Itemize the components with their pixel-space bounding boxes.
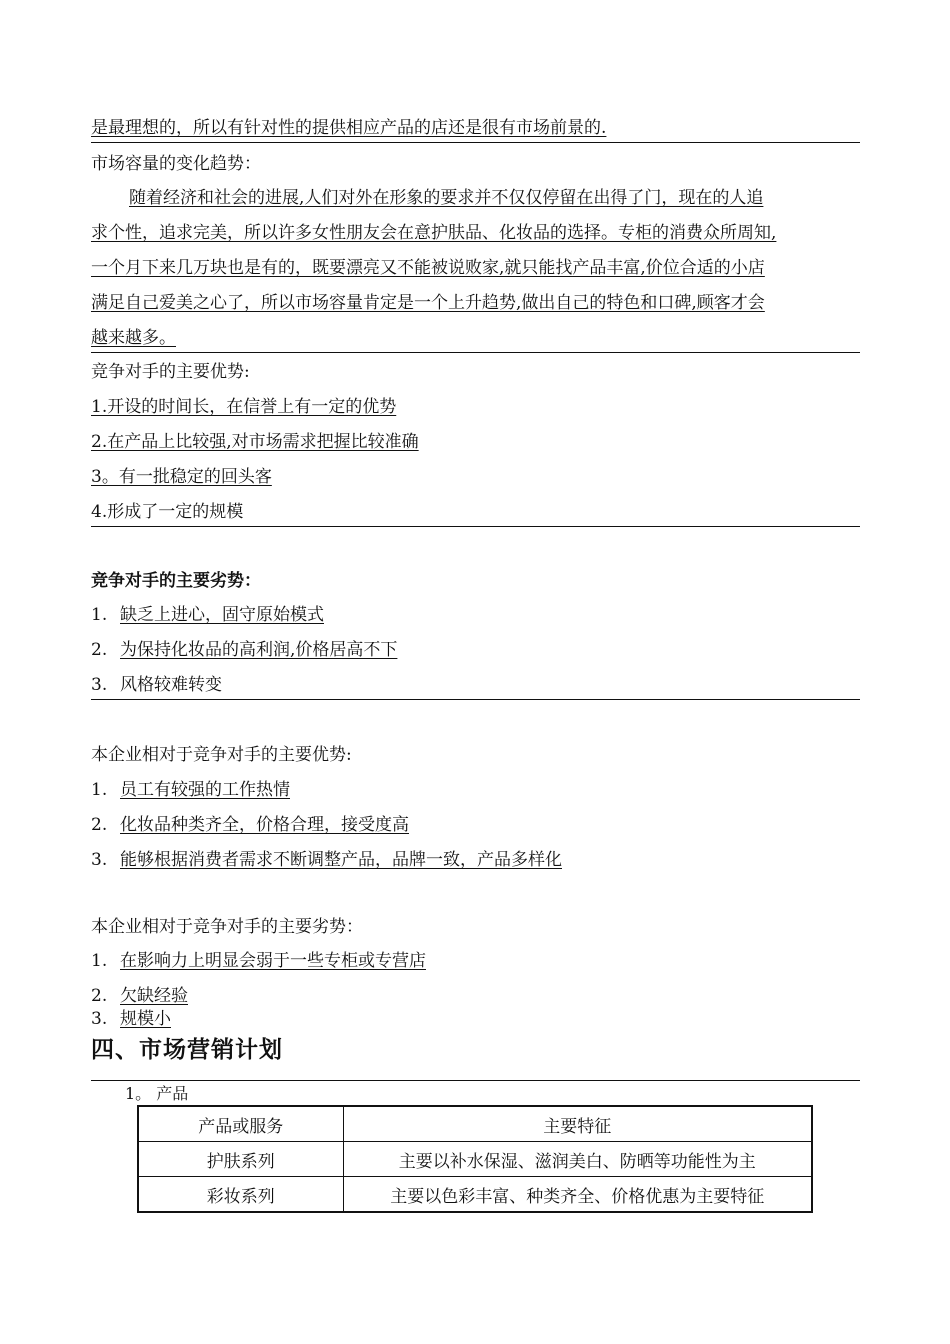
table-row: [138, 1142, 812, 1177]
trend-label: 市场容量的变化趋势：: [91, 154, 261, 174]
item-number: 3.: [91, 675, 108, 695]
own-adv-label: 本企业相对于竞争对手的主要优势:: [91, 745, 352, 765]
table-row: [138, 1177, 812, 1213]
item-number: 1.: [91, 780, 108, 800]
trend-line-4: 满足自己爱美之心了，所以市场容量肯定是一个上升趋势,做出自己的特色和口碑,顾客才会: [91, 293, 765, 313]
item-text: 风格较难转变: [120, 675, 222, 695]
item-text: 缺乏上进心，固守原始模式: [120, 605, 324, 625]
item-text: 规模小: [120, 1009, 171, 1029]
list-item: [91, 815, 860, 850]
list-item: [91, 605, 860, 640]
comp-dis-label: 竞争对手的主要劣势：: [91, 571, 261, 591]
item-number: 1.: [91, 951, 108, 971]
intro-paragraph: [91, 118, 860, 143]
list-item: 4.形成了一定的规模: [91, 502, 244, 522]
item-text: 欠缺经验: [120, 986, 188, 1006]
list-item: [91, 675, 860, 699]
list-item: 2.在产品上比较强,对市场需求把握比较准确: [91, 432, 419, 452]
table-cell: 主要以色彩丰富、种类齐全、价格优惠为主要特征: [343, 1177, 812, 1213]
own-dis-label: 本企业相对于竞争对手的主要劣势：: [91, 917, 363, 937]
item-text: 化妆品种类齐全，价格合理，接受度高: [120, 815, 409, 835]
list-item: [91, 850, 860, 885]
item-text: 员工有较强的工作热情: [120, 780, 290, 800]
item-number: 1.: [91, 605, 108, 625]
own-adv-list: [91, 780, 860, 885]
trend-line-1: 随着经济和社会的进展,人们对外在形象的要求并不仅仅停留在出得了门，现在的人追: [129, 188, 764, 208]
trend-line-5: 越来越多。: [91, 328, 176, 348]
comp-adv-list: [91, 397, 860, 527]
list-item: 3。有一批稳定的回头客: [91, 467, 272, 487]
item-text: 为保持化妆品的高利润,价格居高不下: [120, 640, 398, 660]
list-item: [91, 986, 860, 1009]
list-item: [91, 1009, 860, 1029]
table-cell: 护肤系列: [138, 1142, 343, 1177]
item-number: 2.: [91, 815, 108, 835]
comp-adv-label: 竞争对手的主要优势:: [91, 362, 250, 382]
item-number: 2.: [91, 986, 108, 1006]
subsection-title: 1。 产品: [125, 1084, 189, 1103]
item-number: 3.: [91, 1009, 108, 1029]
trend-paragraph: [91, 188, 860, 353]
table-cell: 主要以补水保湿、滋润美白、防晒等功能性为主: [343, 1142, 812, 1177]
list-item: [91, 640, 860, 675]
table-header-row: [138, 1106, 812, 1142]
item-number: 3.: [91, 850, 108, 870]
list-item: 1.开设的时间长，在信誉上有一定的优势: [91, 397, 397, 417]
list-item: [91, 780, 860, 815]
list-item: [91, 951, 860, 986]
section-heading: [91, 1031, 860, 1081]
table-header-cell: 主要特征: [343, 1106, 812, 1142]
trend-section: [91, 154, 860, 174]
trend-line-3: 一个月下来几万块也是有的，既要漂亮又不能被说败家,就只能找产品丰富,价位合适的小店: [91, 258, 765, 278]
item-number: 2.: [91, 640, 108, 660]
table-cell: 彩妆系列: [138, 1177, 343, 1213]
section-title: 四、市场营销计划: [91, 1037, 283, 1063]
item-text: 在影响力上明显会弱于一些专柜或专营店: [120, 951, 426, 971]
own-dis-list: [91, 951, 860, 1029]
item-text: 能够根据消费者需求不断调整产品，品牌一致，产品多样化: [120, 850, 562, 870]
table-header-cell: 产品或服务: [138, 1106, 343, 1142]
product-table: [137, 1105, 813, 1213]
comp-dis-list: [91, 605, 860, 700]
intro-text: 是最理想的，所以有针对性的提供相应产品的店还是很有市场前景的.: [91, 118, 607, 138]
trend-line-2: 求个性，追求完美，所以许多女性朋友会在意护肤品、化妆品的选择。专柜的消费众所周知,: [91, 223, 777, 243]
